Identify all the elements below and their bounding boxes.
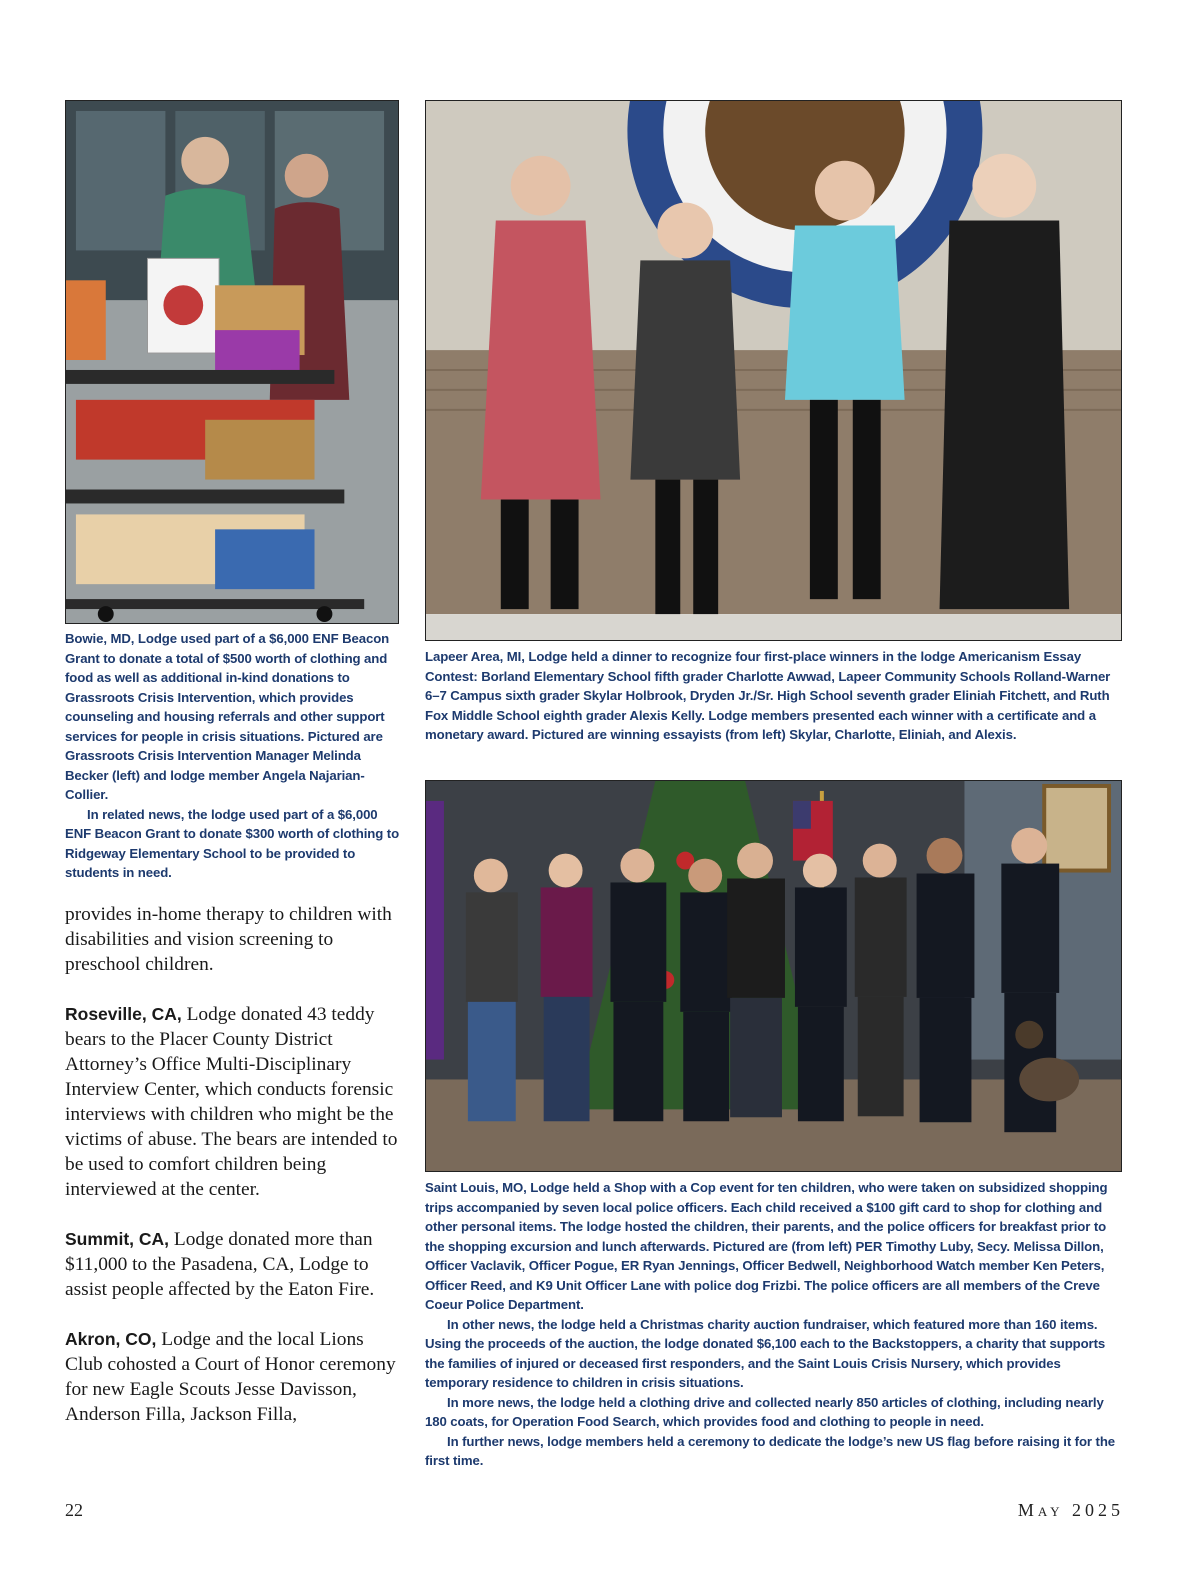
caption-related-bowie: In related news, the lodge used part of a $6,000 ENF Beacon Grant to donate $300 worth of clothing to Ridgeway Elementary School to be provided to students in need. — [65, 806, 400, 880]
photo-bowie-donation — [65, 100, 399, 624]
body-place-summit: Summit, CA, — [65, 1229, 170, 1249]
caption-text-bowie: Lodge used part of a $6,000 ENF Beacon Grant to donate a total of $500 worth of clothing and food as well as additional in-kind donations to Grassroots Crisis Intervention, which provides counseling and housing referrals and other support services for people in crisis situations. Pictured are Grassroots Crisis Intervention Manager Melinda Becker (left) and lodge member Angela Najarian-Collier. — [65, 631, 390, 802]
caption-bowie — [65, 629, 401, 883]
photo-lapeer-essay-winners — [425, 100, 1122, 641]
body-continued-paragraph: provides in-home therapy to children with disabilities and vision screening to preschool children. — [65, 904, 392, 975]
caption-para2-saint-louis: In other news, the lodge held a Christmas charity auction fundraiser, which featured more than 160 items. Using the proceeds of the auction, the lodge donated $6,100 each to the Backstoppers, a charity that supports the families of injured or deceased first responders, and the Saint Louis Crisis Nursery, which provides temporary residence to children in crisis situations. — [425, 1316, 1106, 1390]
caption-place-saint-louis: Saint Louis, MO, — [425, 1180, 527, 1195]
caption-text-lapeer: Lodge held a dinner to recognize four first-place winners in the lodge Americanism Essay Contest: Borland Elementary School fifth grader Charlotte Awwad, Lapeer Community Schools Rolland-Warner 6–7 Campus sixth grader Skylar Holbrook, Dryden Jr./Sr. High School seventh grader Eliniah Fitchett, and Ruth Fox Middle School eighth grader Alexis Kelly. Lodge members presented each winner with a certificate and a monetary award. Pictured are winning essayists (from left) Skylar, Charlotte, Eliniah, and Alexis. — [425, 649, 1111, 742]
body-paragraph-summit — [65, 1227, 403, 1302]
body-text-column — [65, 902, 403, 1427]
issue-date: May 2025 — [1017, 1500, 1124, 1520]
caption-para4-saint-louis: In further news, lodge members held a ceremony to dedicate the lodge’s new US flag before raising it for the first time. — [425, 1433, 1116, 1468]
photo-saint-louis-shop-with-a-cop — [425, 780, 1122, 1172]
body-text-roseville: Lodge donated 43 teddy bears to the Placer County District Attorney’s Office Multi-Disciplinary Interview Center, which conducts forensic interviews with children who might be the victims of abuse. The bears are intended to be used to comfort children being interviewed at the center. — [65, 1004, 398, 1200]
caption-place-bowie: Bowie, MD, — [65, 631, 135, 646]
caption-saint-louis — [425, 1178, 1122, 1471]
caption-para3-saint-louis: In more news, the lodge held a clothing drive and collected nearly 850 articles of clothing, including nearly 180 coats, for Operation Food Search, which provides food and clothing to people in need. — [425, 1394, 1104, 1429]
body-paragraph-roseville — [65, 1002, 403, 1202]
body-text-akron: Lodge and the local Lions Club cohosted a Court of Honor ceremony for new Eagle Scouts Jesse Davisson, Anderson Filla, Jackson Filla, — [65, 1329, 396, 1425]
body-paragraph-akron — [65, 1327, 403, 1427]
caption-text-saint-louis: Lodge held a Shop with a Cop event for ten children, who were taken on subsidized shopping trips accompanied by seven local police officers. Each child received a $100 gift card to shop for clothing and other personal items. The lodge hosted the children, their parents, and the police officers for breakfast prior to the shopping excursion and lunch afterwards. Pictured are (from left) PER Timothy Luby, Secy. Melissa Dillon, Officer Vaclavik, Officer Pogue, ER Ryan Jennings, Officer Bedwell, Neighborhood Watch member Ken Peters, Officer Reed, and K9 Unit Officer Lane with police dog Frizbi. The police officers are all members of the Creve Coeur Police Department. — [425, 1180, 1108, 1312]
caption-place-lapeer: Lapeer Area, MI, — [425, 649, 525, 664]
caption-lapeer — [425, 647, 1122, 745]
body-place-akron: Akron, CO, — [65, 1329, 157, 1349]
body-text-summit: Lodge donated more than $11,000 to the Pasadena, CA, Lodge to assist people affected by the Eaton Fire. — [65, 1229, 375, 1300]
body-place-roseville: Roseville, CA, — [65, 1004, 182, 1024]
page-number: 22 — [65, 1500, 83, 1520]
